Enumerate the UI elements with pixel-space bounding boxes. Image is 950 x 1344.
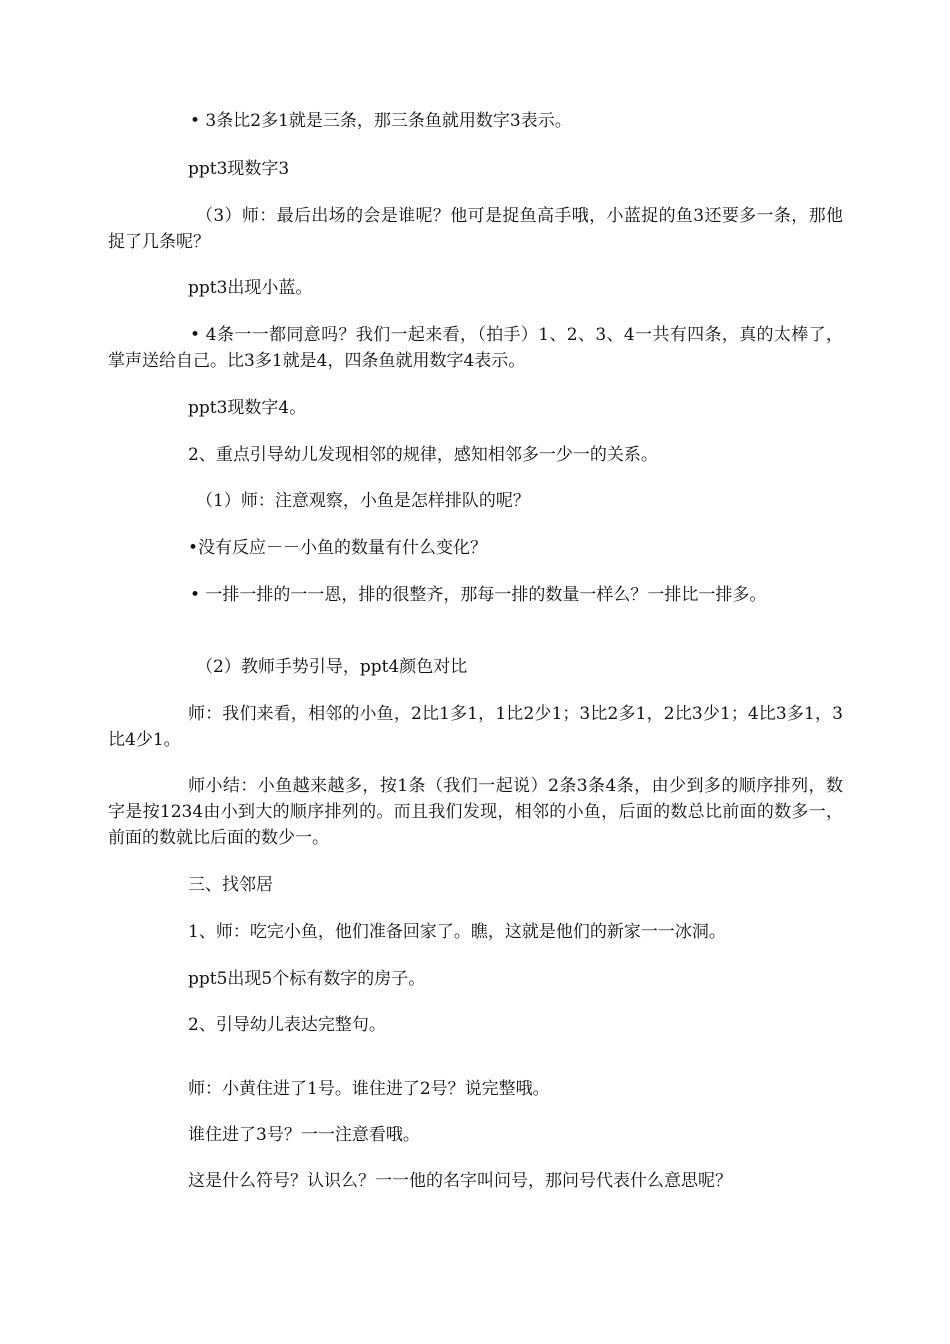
paragraph-12: 师：我们来看，相邻的小鱼，2比1多1，1比2少1；3比2多1，2比3少1；4比3多1，3比4少1。	[108, 704, 843, 750]
paragraph-2: ppt3现数字3	[188, 159, 290, 179]
paragraph-9: •没有反应－－小鱼的数量有什么变化？	[188, 538, 488, 558]
paragraph-17: 2、引导幼儿表达完整句。	[188, 1015, 386, 1035]
paragraph-20: 这是什么符号？认识么？一一他的名字叫问号，那问号代表什么意思呢？	[188, 1171, 732, 1191]
paragraph-18: 师：小黄住进了1号。谁住进了2号？说完整哦。	[188, 1079, 550, 1099]
paragraph-5: • 4条一一都同意吗？我们一起来看，（拍手）1、2、3、4一共有四条，真的太棒了，掌声送给自己。比3多1就是4，四条鱼就用数字4表示。	[108, 325, 843, 371]
paragraph-8: （1）师：注意观察，小鱼是怎样排队的呢？	[196, 491, 530, 511]
paragraph-4: ppt3出现小蓝。	[188, 278, 313, 298]
paragraph-16: ppt5出现5个标有数字的房子。	[188, 969, 426, 989]
paragraph-13: 师小结：小鱼越来越多，按1条（我们一起说）2条3条4条，由少到多的顺序排列，数字是按1234由小到大的顺序排列的。而且我们发现，相邻的小鱼，后面的数总比前面的数多一，前面的数就比后面的数少一。	[108, 776, 843, 848]
paragraph-19: 谁住进了3号？一一注意看哦。	[188, 1125, 420, 1145]
paragraph-15: 1、师：吃完小鱼，他们准备回家了。瞧，这就是他们的新家一一冰洞。	[188, 922, 726, 942]
paragraph-10: • 一排一排的一一恩，排的很整齐，那每一排的数量一样么？一排比一排多。	[190, 585, 767, 605]
paragraph-3: （3）师：最后出场的会是谁呢？他可是捉鱼高手哦，小蓝捉的鱼3还要多一条，那他捉了几条呢？	[108, 206, 843, 252]
paragraph-6: ppt3现数字4。	[188, 398, 307, 418]
paragraph-1: • 3条比2多1就是三条，那三条鱼就用数字3表示。	[190, 111, 572, 131]
paragraph-7: 2、重点引导幼儿发现相邻的规律，感知相邻多一少一的关系。	[188, 445, 658, 465]
paragraph-11: （2）教师手势引导，ppt4颜色对比	[196, 657, 468, 677]
section-heading: 三、找邻居	[188, 875, 273, 895]
